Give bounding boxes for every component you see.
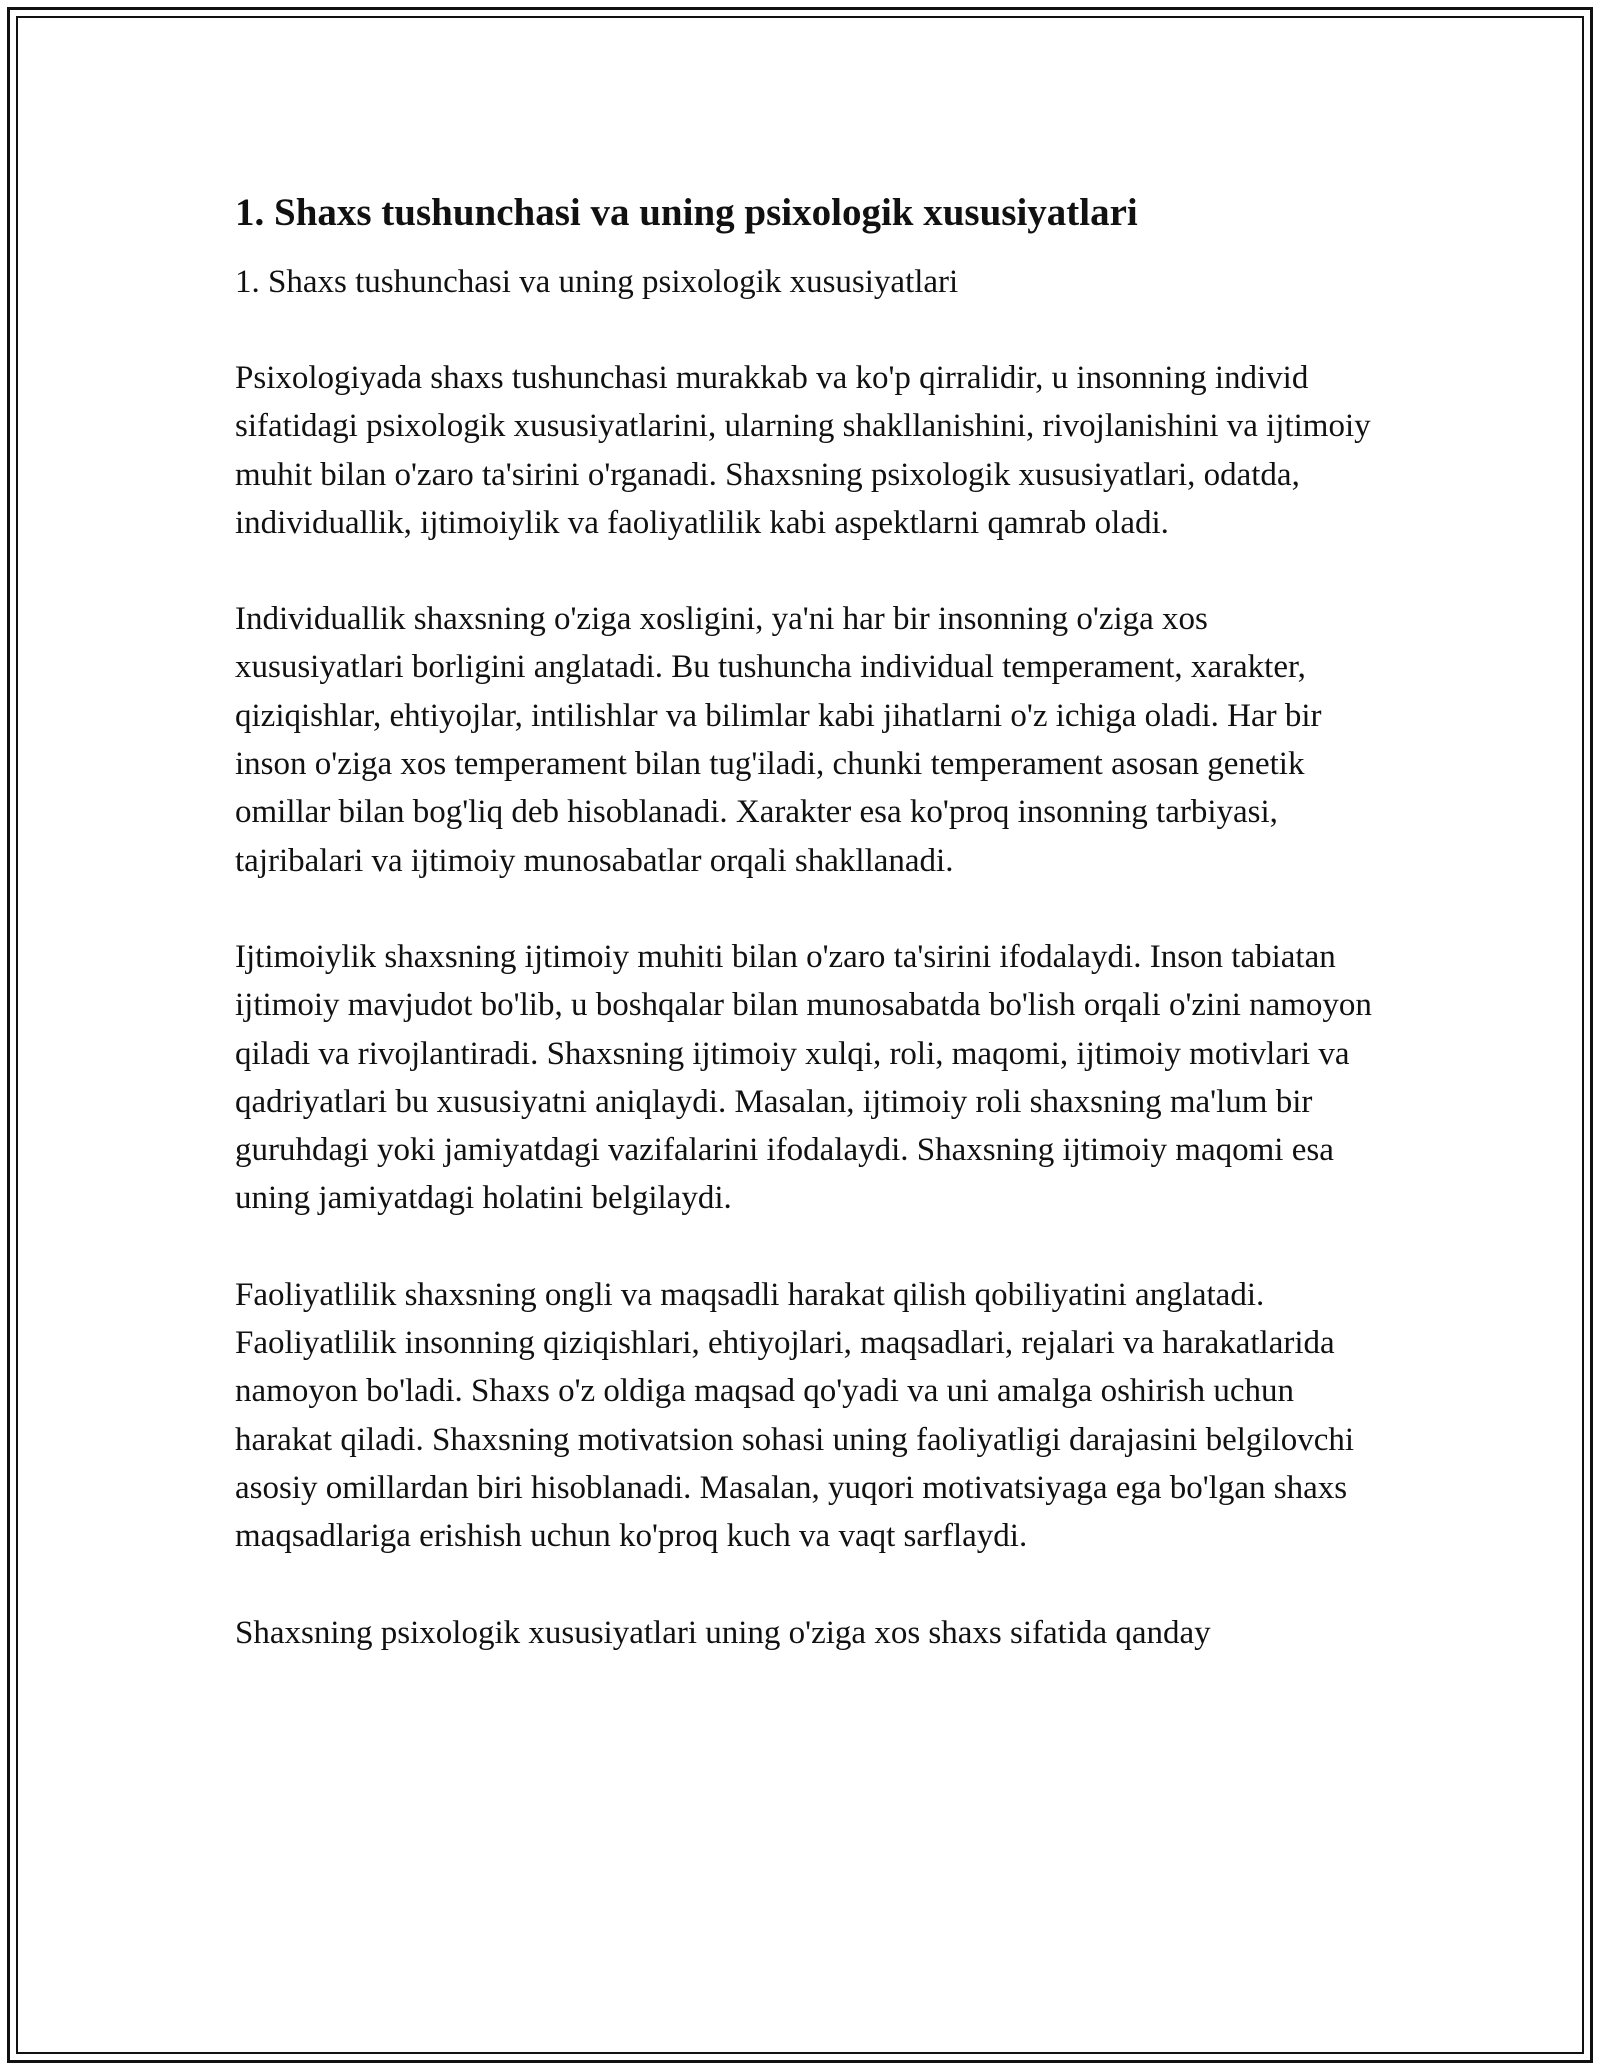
- paragraph-shaxsning: Shaxsning psixologik xususiyatlari uning o'ziga xos shaxs sifatida qanday: [235, 1614, 1211, 1651]
- paragraph-ijtimoiylik: Ijtimoiylik shaxsning ijtimoiy muhiti bilan o'zaro ta'sirini ifodalaydi. Inson tabiatan ijtimoiy mavjudot bo'lib, u boshqalar bilan munosabatda bo'lish orqali o'zini namoyon qiladi va rivojlantiradi. Shaxsning ijtimoiy xulqi, roli, maqomi, ijtimoiy motivlari va qadriyatlari bu xususiyatni aniqlaydi. Masalan, ijtimoiy roli shaxsning ma'lum bir guruhdagi yoki jamiyatdagi vazifalarini ifodalaydi. Shaxsning ijtimoiy maqomi esa uning jamiyatdagi holatini belgilaydi.: [235, 938, 1372, 1217]
- document-title: 1. Shaxs tushunchasi va uning psixologik xususiyatlari: [235, 191, 1138, 234]
- paragraph-psixologiyada: Psixologiyada shaxs tushunchasi murakkab va ko'p qirralidir, u insonning individ sifatidagi psixologik xususiyatlarini, ularning shakllanishini, rivojlanishini va ijtimoiy muhit bilan o'zaro ta'sirini o'rganadi. Shaxsning psixologik xususiyatlari, odatda, individuallik, ijtimoiylik va faoliyatlilik kabi aspektlarni qamrab oladi.: [235, 360, 1371, 541]
- paragraph-individuallik: Individuallik shaxsning o'ziga xosligini, ya'ni har bir insonning o'ziga xos xususiyatlari borligini anglatadi. Bu tushuncha individual temperament, xarakter, qiziqishlar, ehtiyojlar, intilishlar va bilimlar kabi jihatlarni o'z ichiga oladi. Har bir inson o'ziga xos temperament bilan tug'iladi, chunki temperament asosan genetik omillar bilan bog'liq deb hisoblanadi. Xarakter esa ko'proq insonning tarbiyasi, tajribalari va ijtimoiy munosabatlar orqali shakllanadi.: [235, 601, 1322, 879]
- document-subtitle: 1. Shaxs tushunchasi va uning psixologik xususiyatlari: [235, 264, 959, 300]
- document-body: [235, 186, 1375, 1657]
- paragraph-faoliyatlilik: Faoliyatlilik shaxsning ongli va maqsadli harakat qilish qobiliyatini anglatadi. Faoliyatlilik insonning qiziqishlari, ehtiyojlari, maqsadlari, rejalari va harakatlarida namoyon bo'ladi. Shaxs o'z oldiga maqsad qo'yadi va uni amalga oshirish uchun harakat qiladi. Shaxsning motivatsion sohasi uning faoliyatligi darajasini belgilovchi asosiy omillardan biri hisoblanadi. Masalan, yuqori motivatsiyaga ega bo'lgan shaxs maqsadlariga erishish uchun ko'proq kuch va vaqt sarflaydi.: [235, 1276, 1355, 1555]
